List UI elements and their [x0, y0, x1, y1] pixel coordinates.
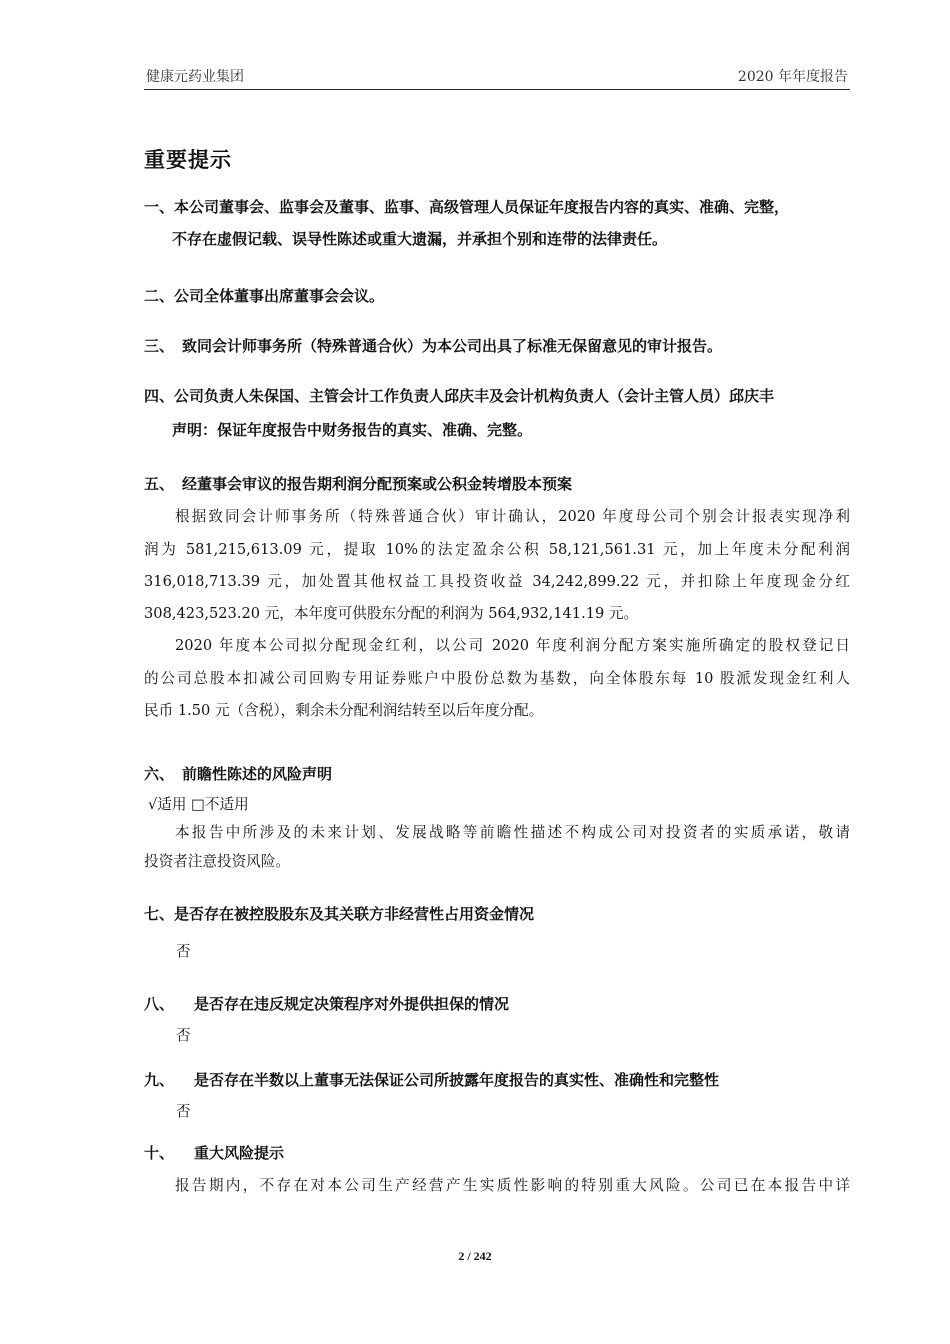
item-9-number: 九、 — [144, 1071, 175, 1089]
item-7-heading-line — [144, 905, 534, 923]
item-3-number: 三、 — [144, 337, 175, 355]
item-4-number: 四、 — [144, 387, 175, 405]
item-1-text-1: 本公司董事会、监事会及董事、监事、高级管理人员保证年度报告内容的真实、准确、完整， — [174, 198, 790, 216]
item-2-number: 二、 — [144, 287, 175, 305]
header-divider — [144, 89, 850, 90]
item-5-p1-line-1: 根据致同会计师事务所（特殊普通合伙）审计确认，2020 年度母公司个别会计报表实现净利 — [175, 508, 850, 525]
item-10-heading-line — [144, 1144, 284, 1162]
item-3 — [144, 337, 722, 355]
item-6-number: 六、 — [144, 765, 175, 783]
item-5-p1-line-2: 润为 581,215,613.09 元，提取 10%的法定盈余公积 58,121,561.31 元，加上年度未分配利润 — [144, 541, 850, 558]
item-10-number: 十、 — [144, 1144, 175, 1162]
item-3-text: 致同会计师事务所（特殊普通合伙）为本公司出具了标准无保留意见的审计报告。 — [182, 337, 723, 355]
item-10-p-line-1: 报告期内，不存在对本公司生产经营产生实质性影响的特别重大风险。公司已在本报告中详 — [175, 1177, 850, 1194]
item-5-p2-line-1: 2020 年度本公司拟分配现金红利，以公司 2020 年度利润分配方案实施所确定的股权登记日 — [175, 637, 850, 654]
item-7-answer: 否 — [176, 943, 191, 960]
item-5-p2-line-3: 民币 1.50 元（含税），剩余未分配利润结转至以后年度分配。 — [144, 702, 544, 719]
item-4-text-2: 声明：保证年度报告中财务报告的真实、准确、完整。 — [172, 421, 533, 439]
item-5-p1-line-4: 308,423,523.20 元，本年度可供股东分配的利润为 564,932,141.19 元。 — [144, 605, 639, 622]
item-4-line-1 — [144, 387, 774, 405]
item-1-line-1 — [144, 198, 789, 216]
item-6-applicability: √适用 □不适用 — [148, 796, 249, 813]
header-company: 健康元药业集团 — [146, 69, 244, 85]
page-number: 2 / 242 — [458, 1249, 492, 1263]
item-8-number: 八、 — [144, 995, 175, 1013]
item-1-text-2: 不存在虚假记载、误导性陈述或重大遗漏，并承担个别和连带的法律责任。 — [172, 230, 668, 248]
item-2 — [144, 287, 384, 305]
item-5-p2-line-2: 的公司总股本扣减公司回购专用证券账户中股份总数为基数，向全体股东每 10 股派发现金红利人 — [144, 670, 850, 687]
item-8-heading: 是否存在违反规定决策程序对外提供担保的情况 — [194, 995, 510, 1013]
item-9-heading: 是否存在半数以上董事无法保证公司所披露年度报告的真实性、准确性和完整性 — [194, 1071, 720, 1089]
item-6-p-line-2: 投资者注意投资风险。 — [144, 853, 290, 870]
item-5-p1-line-3: 316,018,713.39 元，加处置其他权益工具投资收益 34,242,899.22 元，并扣除上年度现金分红 — [144, 573, 850, 590]
item-6-heading: 前瞻性陈述的风险声明 — [182, 765, 333, 783]
item-9-heading-line — [144, 1071, 719, 1089]
item-8-answer: 否 — [176, 1027, 191, 1044]
item-6-p-line-1: 本报告中所涉及的未来计划、发展战略等前瞻性描述不构成公司对投资者的实质承诺，敬请 — [175, 824, 850, 841]
item-9-answer: 否 — [176, 1103, 191, 1120]
item-5-heading-line — [144, 475, 572, 493]
item-5-number: 五、 — [144, 475, 175, 493]
item-6-heading-line — [144, 765, 332, 783]
item-7-number: 七、 — [144, 905, 175, 923]
item-1-number: 一、 — [144, 198, 175, 216]
header-report-title: 2020 年年度报告 — [737, 69, 848, 85]
item-4-text-1: 公司负责人朱保国、主管会计工作负责人邱庆丰及会计机构负责人（会计主管人员）邱庆丰 — [174, 387, 775, 405]
item-5-heading: 经董事会审议的报告期利润分配预案或公积金转增股本预案 — [182, 475, 573, 493]
item-2-text: 公司全体董事出席董事会会议。 — [174, 287, 385, 305]
item-10-heading: 重大风险提示 — [194, 1144, 285, 1162]
item-7-heading: 是否存在被控股股东及其关联方非经营性占用资金情况 — [174, 905, 535, 923]
page-title: 重要提示 — [144, 148, 232, 172]
item-8-heading-line — [144, 995, 509, 1013]
